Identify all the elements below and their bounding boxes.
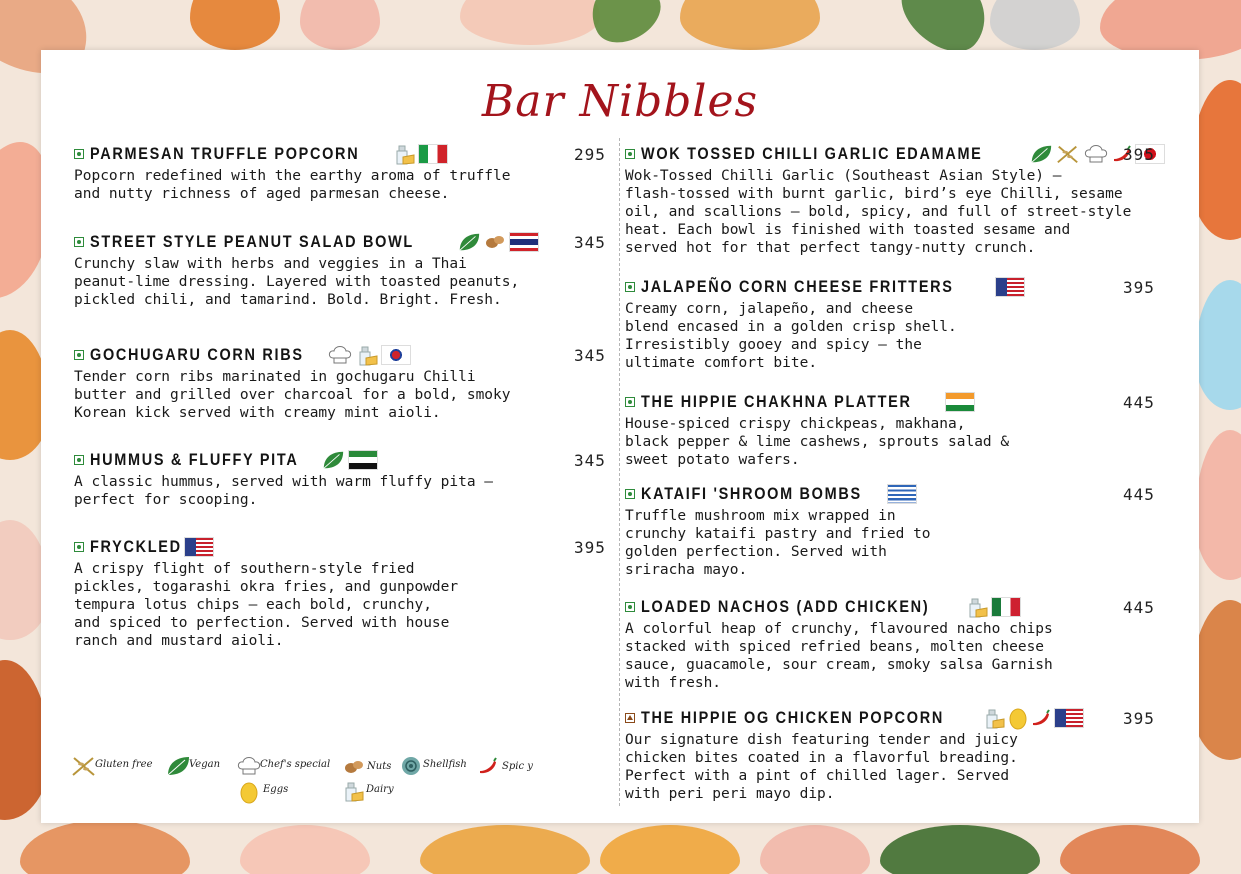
item-description: Crunchy slaw with herbs and veggies in a Thai peanut-lime dressing. Layered with toasted peanuts, pickled chili, and tamarind. Bold. Bright. Fresh.: [74, 256, 520, 308]
eggs-icon: [1008, 706, 1028, 730]
menu-item: [625, 483, 1155, 579]
dairy-icon: [393, 143, 415, 165]
italy-flag: [418, 144, 448, 164]
india-flag: [945, 392, 975, 412]
item-name: JALAPEÑO CORN CHEESE FRITTERS: [641, 277, 954, 296]
menu-item: [625, 596, 1155, 692]
menu-item: [625, 391, 1155, 469]
menu-card: [41, 50, 1199, 823]
item-icons: [945, 392, 975, 412]
korea-flag: [381, 345, 411, 365]
non-veg-mark-icon: [625, 713, 635, 723]
item-description: Our signature dish featuring tender and juicy chicken bites coated in a flavorful breading. Perfect with a pint of chilled lager. Served with peri peri mayo dip.: [625, 732, 1018, 802]
item-name: GOCHUGARU CORN RIBS: [90, 345, 304, 364]
legend-vegan: [165, 755, 220, 773]
vegan-icon: [1029, 143, 1053, 165]
item-description: House-spiced crispy chickpeas, makhana, black pepper & lime cashews, sprouts salad & sweet potato wafers.: [625, 416, 1010, 468]
item-description: Truffle mushroom mix wrapped in crunchy kataifi pastry and fried to golden perfection. Served with sriracha mayo.: [625, 508, 931, 578]
veg-mark-icon: [625, 149, 635, 159]
item-description: Popcorn redefined with the earthy aroma of truffle and nutty richness of aged parmesan cheese.: [74, 168, 511, 202]
item-name: KATAIFI 'SHROOM BOMBS: [641, 484, 862, 503]
gluten-free-icon: [1056, 143, 1080, 165]
greece-flag: [887, 484, 917, 504]
item-name: WOK TOSSED CHILLI GARLIC EDAMAME: [641, 144, 983, 163]
item-price: 345: [574, 233, 606, 252]
item-icons: [983, 706, 1084, 730]
menu-item: [625, 707, 1155, 803]
item-price: 345: [574, 451, 606, 470]
legend-label: Nuts: [367, 760, 392, 772]
legend-label: Vegan: [189, 758, 221, 770]
eggs-icon: [239, 780, 259, 798]
item-price: 445: [1123, 393, 1155, 412]
menu-item: [74, 449, 606, 509]
spicy-icon: [1031, 709, 1051, 727]
menu-item: [74, 231, 606, 309]
usa-flag: [1054, 708, 1084, 728]
legend-label: Dairy: [366, 783, 394, 795]
veg-mark-icon: [625, 602, 635, 612]
veg-mark-icon: [74, 149, 84, 159]
item-name: FRYCKLED: [90, 537, 182, 556]
item-name: HUMMUS & FLUFFY PITA: [90, 450, 299, 469]
item-price: 395: [1123, 278, 1155, 297]
veg-mark-icon: [74, 455, 84, 465]
veg-mark-icon: [625, 489, 635, 499]
item-price: 445: [1123, 485, 1155, 504]
item-icons: [393, 143, 448, 165]
item-name: LOADED NACHOS (ADD CHICKEN): [641, 597, 930, 616]
item-description: A colorful heap of crunchy, flavoured nacho chips stacked with spiced refried beans, molten cheese sauce, guacamole, sour cream, smoky salsa Garnish with fresh.: [625, 621, 1053, 691]
dairy-icon: [356, 344, 378, 366]
spicy-icon: [478, 757, 498, 775]
item-icons: [321, 449, 378, 471]
legend-label: Shellfish: [423, 758, 467, 770]
menu-title: Bar Nibbles: [481, 76, 759, 127]
chefs-special-icon: [236, 755, 256, 773]
veg-mark-icon: [74, 237, 84, 247]
dairy-icon: [983, 707, 1005, 729]
usa-flag: [995, 277, 1025, 297]
item-name: STREET STYLE PEANUT SALAD BOWL: [90, 232, 414, 251]
vegan-icon: [165, 755, 185, 773]
chefs-special-icon: [327, 344, 353, 366]
legend-shellfish: [399, 755, 467, 773]
legend-label: Chef's special: [260, 758, 331, 770]
gluten-free-icon: [71, 755, 91, 773]
item-description: A crispy flight of southern-style fried pickles, togarashi okra fries, and gunpowder tempura lotus chips — each bold, crunchy, and spiced to perfection. Served with house ranch and mustard aioli.: [74, 561, 459, 649]
item-price: 445: [1123, 598, 1155, 617]
menu-item: [625, 276, 1155, 372]
nuts-icon: [484, 232, 506, 252]
dairy-icon: [342, 780, 362, 798]
item-description: A classic hummus, served with warm fluffy pita — perfect for scooping.: [74, 474, 494, 508]
thailand-flag: [509, 232, 539, 252]
item-description: Wok-Tossed Chilli Garlic (Southeast Asian Style) – flash-tossed with burnt garlic, bird’s eye Chilli, sesame oil, and scallions — bold, spicy, and full of street-style heat. Each bowl is finished with toasted sesame and served hot for that perfect tangy-nutty crunch.: [625, 168, 1132, 256]
vegan-icon: [457, 231, 481, 253]
item-price: 395: [1123, 709, 1155, 728]
item-icons: [966, 596, 1021, 618]
veg-mark-icon: [74, 350, 84, 360]
menu-item: [74, 143, 606, 203]
item-name: THE HIPPIE OG CHICKEN POPCORN: [641, 708, 945, 727]
menu-item: [625, 143, 1165, 257]
dairy-icon: [966, 596, 988, 618]
shellfish-icon: [399, 755, 419, 773]
legend-label: Eggs: [263, 783, 289, 795]
chefs-special-icon: [1083, 143, 1109, 165]
legend-nuts: [343, 757, 391, 775]
menu-item: [74, 344, 606, 422]
legend-label: Gluten free: [95, 758, 153, 770]
vegan-icon: [321, 449, 345, 471]
legend-gluten-free: [71, 755, 153, 773]
item-icons: [327, 344, 411, 366]
menu-item: [74, 536, 606, 650]
item-icons: [887, 484, 917, 504]
legend-dairy: [342, 780, 394, 798]
item-icons: [457, 231, 539, 253]
veg-mark-icon: [625, 282, 635, 292]
legend-chefs-special: [236, 755, 330, 773]
legend-spicy: [478, 757, 533, 775]
item-name: PARMESAN TRUFFLE POPCORN: [90, 144, 360, 163]
item-description: Tender corn ribs marinated in gochugaru Chilli butter and grilled over charcoal for a bold, smoky Korean kick served with creamy mint aioli.: [74, 369, 511, 421]
mexico-flag: [991, 597, 1021, 617]
veg-mark-icon: [625, 397, 635, 407]
item-icons: [995, 277, 1025, 297]
item-name: THE HIPPIE CHAKHNA PLATTER: [641, 392, 912, 411]
veg-mark-icon: [74, 542, 84, 552]
column-divider: [619, 138, 620, 806]
syria-flag: [348, 450, 378, 470]
item-price: 295: [574, 145, 606, 164]
item-description: Creamy corn, jalapeño, and cheese blend encased in a golden crisp shell. Irresistibly gooey and spicy — the ultimate comfort bite.: [625, 301, 957, 371]
nuts-icon: [343, 757, 363, 775]
item-price: 345: [574, 346, 606, 365]
usa-flag: [184, 537, 214, 557]
item-price: 395: [1123, 145, 1155, 164]
item-icons: [184, 537, 214, 557]
legend-label: Spic y: [502, 760, 533, 772]
item-price: 395: [574, 538, 606, 557]
legend-eggs: [239, 780, 288, 798]
